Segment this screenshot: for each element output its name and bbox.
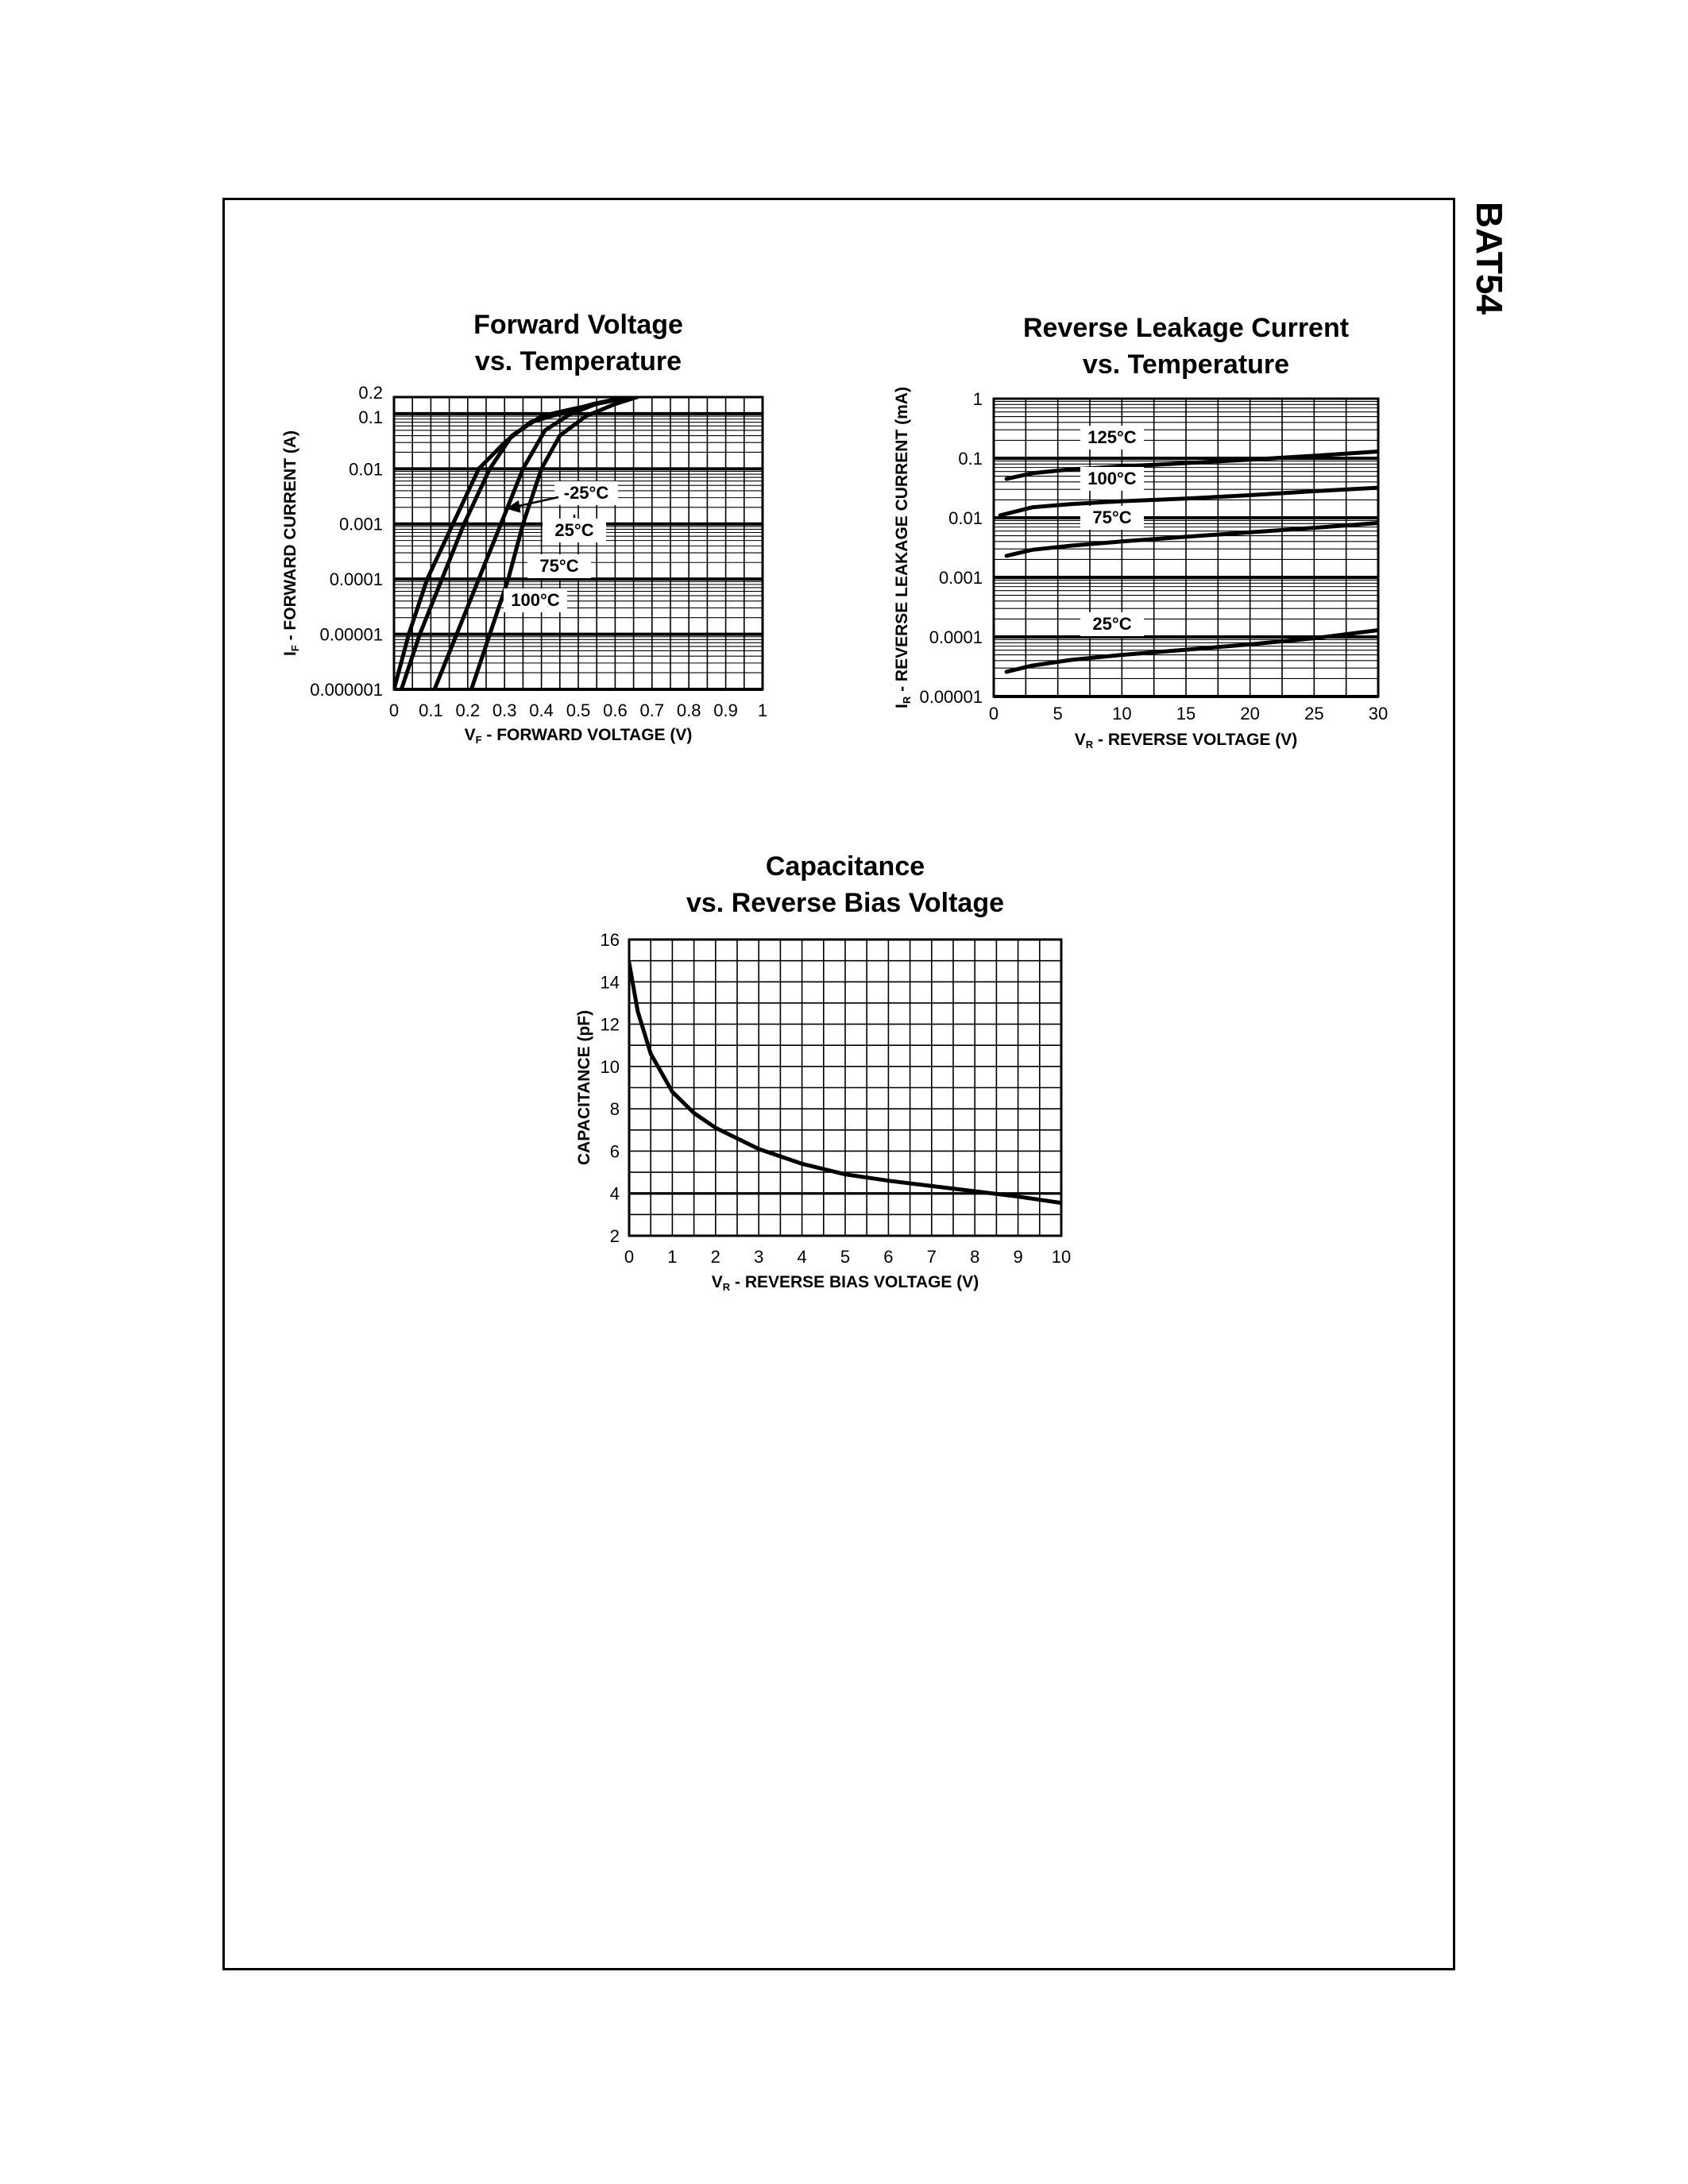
- x-tick-label: 4: [797, 1247, 807, 1267]
- x-axis-label-rest: - REVERSE VOLTAGE (V): [1093, 731, 1298, 749]
- y-tick-label: 14: [600, 972, 620, 993]
- x-tick-label: 9: [1013, 1247, 1023, 1267]
- x-tick-label: 0: [388, 700, 400, 720]
- x-tick-label: 10: [1051, 1247, 1072, 1267]
- part-number-text: BAT54: [1469, 201, 1510, 315]
- x-tick-label: 5: [840, 1247, 851, 1267]
- curve-label: [1080, 506, 1144, 530]
- x-tick-label: 3: [754, 1247, 764, 1267]
- y-tick-label: 0.001: [338, 514, 383, 534]
- y-axis-label: [281, 430, 301, 656]
- y-tick-label: 0.01: [349, 459, 383, 480]
- y-tick-label: 0.000001: [310, 680, 383, 700]
- chart-fwd: [281, 310, 767, 746]
- x-tick-label: 6: [883, 1247, 894, 1267]
- x-tick-label: 1: [757, 700, 768, 720]
- chart-title-line: vs. Temperature: [474, 346, 682, 376]
- curve-label-text: -25°C: [563, 483, 609, 503]
- x-axis-label-sub: F: [475, 734, 482, 746]
- series-line-75C: [1006, 523, 1378, 556]
- y-axis-label-rest: - FORWARD CURRENT (A): [281, 430, 299, 646]
- x-tick-label: 0.1: [419, 700, 443, 720]
- y-axis-label-sub: R: [901, 696, 913, 704]
- x-tick-label: 0: [988, 704, 999, 723]
- x-tick-label: 0.8: [676, 700, 701, 720]
- curve-label: [1080, 612, 1144, 636]
- x-tick-label: 0.4: [529, 700, 554, 720]
- x-axis-label: [465, 726, 693, 746]
- chart-rev: [893, 313, 1388, 751]
- x-tick-label: 10: [1112, 704, 1132, 723]
- y-tick-label: 8: [609, 1099, 620, 1120]
- y-tick-label: 0.1: [358, 407, 383, 427]
- x-tick-label: 0: [624, 1247, 635, 1267]
- y-tick-label: 4: [609, 1183, 620, 1204]
- chart-title-line: Forward Voltage: [473, 310, 683, 340]
- y-axis-label-sub: F: [289, 645, 301, 652]
- y-tick-label: 1: [972, 389, 983, 409]
- x-tick-label: 0.9: [713, 700, 738, 720]
- x-tick-label: 25: [1304, 704, 1324, 723]
- x-tick-label: 7: [926, 1247, 937, 1267]
- chart-cap: [575, 851, 1071, 1293]
- series-line--25C: [471, 397, 637, 689]
- curve-label: [527, 554, 591, 578]
- y-tick-label: 0.001: [938, 568, 983, 588]
- y-axis-label: [575, 1010, 593, 1165]
- x-tick-label: 0.7: [639, 700, 665, 720]
- x-tick-label: 1: [667, 1247, 678, 1267]
- y-axis-label-main: I: [281, 651, 299, 657]
- chart-title-line: Capacitance: [765, 851, 925, 882]
- x-tick-label: 30: [1368, 704, 1389, 723]
- curve-label-text: 75°C: [539, 556, 579, 576]
- x-tick-label: 20: [1240, 704, 1260, 723]
- x-axis-label-sub: R: [1085, 739, 1094, 751]
- y-tick-label: 6: [609, 1141, 620, 1162]
- series-group: [1000, 452, 1378, 672]
- series-line-100C: [1000, 488, 1378, 515]
- curve-label-text: 100°C: [1087, 469, 1137, 488]
- x-tick-label: 2: [710, 1247, 720, 1267]
- x-tick-label: 8: [970, 1247, 980, 1267]
- x-tick-label: 0.2: [455, 700, 481, 720]
- y-tick-label: 16: [600, 930, 620, 950]
- curve-label-text: 100°C: [511, 590, 560, 610]
- y-tick-label: 0.2: [358, 383, 383, 403]
- curve-label-text: 25°C: [1092, 614, 1132, 634]
- series-line-25C: [435, 397, 630, 689]
- y-axis-label-rest: - REVERSE LEAKAGE CURRENT (mA): [893, 387, 911, 696]
- y-tick-label: 0.00001: [319, 624, 383, 645]
- chart-title-line: vs. Reverse Bias Voltage: [686, 888, 1005, 918]
- curve-label: [554, 481, 618, 505]
- x-axis-label-rest: - REVERSE BIAS VOLTAGE (V): [730, 1273, 979, 1291]
- x-tick-label: 0.3: [492, 700, 517, 720]
- grid: [394, 397, 763, 689]
- curve-label: [543, 519, 606, 542]
- curve-label-text: 125°C: [1087, 427, 1137, 447]
- y-tick-label: 2: [609, 1226, 620, 1246]
- grid: [629, 940, 1061, 1236]
- series-line-75C: [401, 397, 630, 689]
- y-tick-label: 0.01: [948, 508, 983, 528]
- y-tick-label: 12: [600, 1014, 620, 1035]
- chart-title-line: Reverse Leakage Current: [1022, 313, 1350, 343]
- x-tick-label: 15: [1176, 704, 1196, 723]
- curve-label-text: 75°C: [1092, 507, 1132, 527]
- y-tick-label: 0.0001: [929, 627, 983, 647]
- y-tick-label: 0.0001: [329, 569, 383, 590]
- y-axis-label: [893, 387, 913, 708]
- x-axis-label-main: V: [711, 1273, 723, 1291]
- x-axis-label-main: V: [464, 726, 476, 744]
- y-axis-label-main: I: [893, 704, 911, 708]
- y-tick-label: 10: [600, 1056, 620, 1077]
- x-axis-label-rest: - FORWARD VOLTAGE (V): [481, 726, 693, 744]
- x-tick-label: 5: [1053, 704, 1063, 723]
- curve-label: [504, 588, 567, 612]
- chart-title-line: vs. Temperature: [1082, 349, 1290, 380]
- y-axis-label-main: CAPACITANCE (pF): [575, 1009, 593, 1166]
- x-tick-label: 0.6: [603, 700, 628, 720]
- x-axis-label: [712, 1273, 979, 1293]
- series-line-125C: [1006, 452, 1378, 480]
- x-tick-label: 0.5: [566, 700, 591, 720]
- curve-label: [1080, 467, 1144, 491]
- x-axis-label-main: V: [1074, 731, 1086, 749]
- curve-label: [1080, 426, 1144, 450]
- x-axis-label-sub: R: [722, 1281, 731, 1293]
- y-tick-label: 0.1: [958, 449, 983, 469]
- y-tick-label: 0.00001: [919, 687, 983, 707]
- x-axis-label: [1075, 731, 1297, 751]
- curve-label-text: 25°C: [554, 520, 594, 540]
